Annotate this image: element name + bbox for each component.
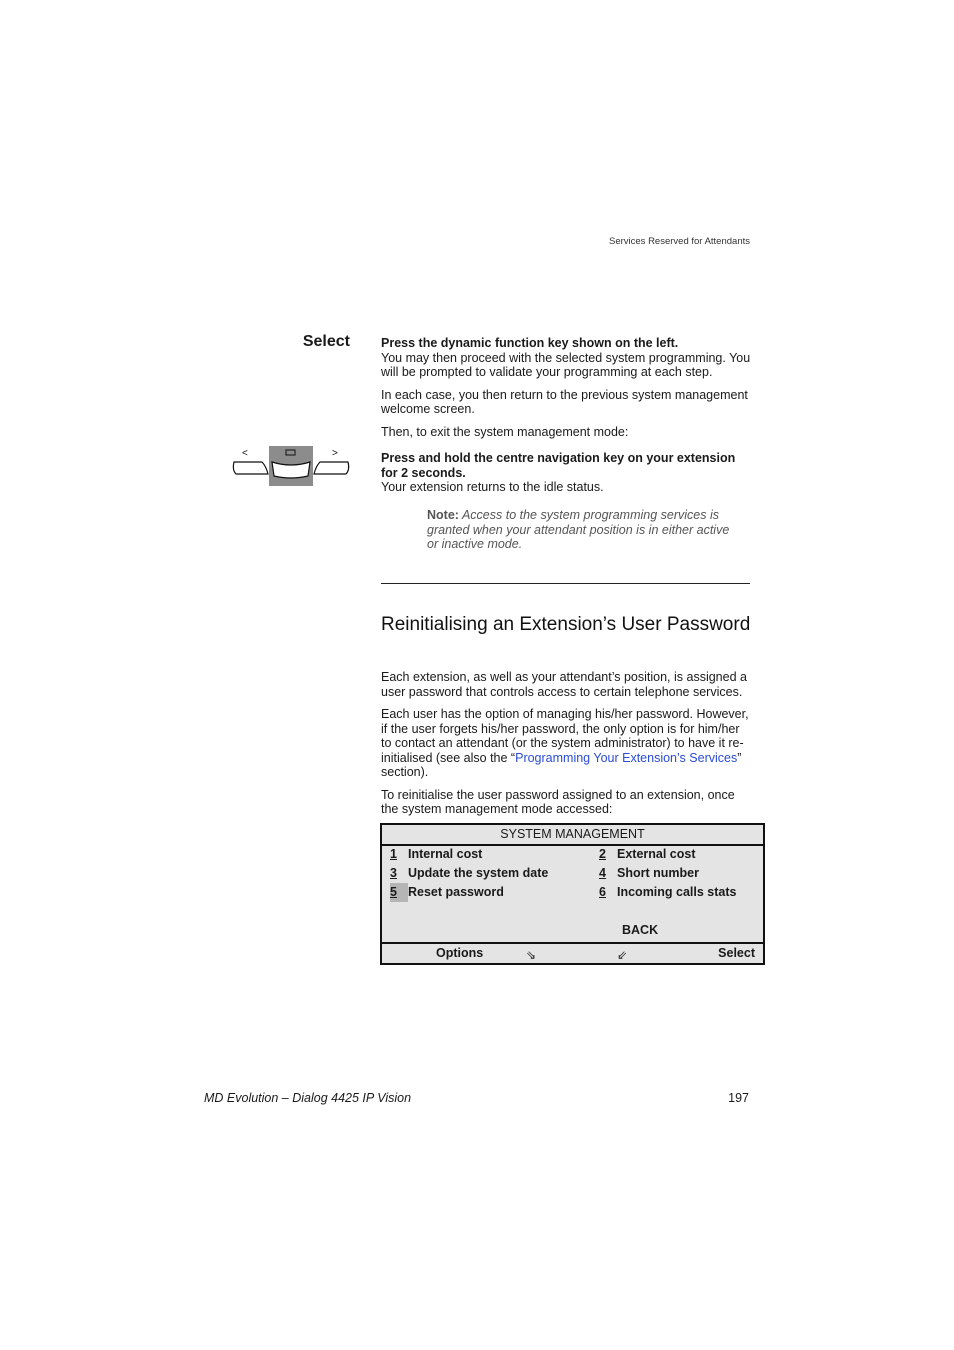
arrow-down-right-icon: ⇘ — [526, 948, 537, 962]
menu-item-external-cost[interactable]: 2 External cost — [599, 847, 696, 861]
exit-paragraph: Then, to exit the system management mode: — [381, 424, 629, 439]
section-divider — [381, 583, 750, 584]
screen-title: SYSTEM MANAGEMENT — [382, 825, 763, 846]
step1-detail: You may then proceed with the selected system programming. You will be prompted to validate your programming at each step. — [381, 350, 751, 379]
section-title: Reinitialising an Extension’s User Password — [381, 614, 751, 635]
select-instructions — [381, 336, 751, 439]
select-label: Select — [302, 333, 350, 350]
step1-instruction: Press the dynamic function key shown on the left. — [381, 336, 679, 350]
navigation-key-icon — [228, 444, 352, 490]
page-number: 197 — [728, 1091, 749, 1105]
menu-item-reset-password[interactable]: 5 Reset password — [390, 883, 504, 902]
section-body — [381, 670, 751, 817]
note-label: Note: — [427, 508, 459, 522]
softkey-bar — [382, 942, 763, 963]
phone-screen — [380, 823, 765, 965]
running-header: Services Reserved for Attendants — [609, 236, 750, 247]
programming-services-link[interactable]: Programming Your Extension’s Services — [515, 750, 738, 765]
navigation-key-illustration — [228, 444, 352, 490]
section-paragraph-3: To reinitialise the user password assigned to an extension, once the system management mode accessed: — [381, 787, 735, 816]
step2-instruction: Press and hold the centre navigation key on your extension for 2 seconds. — [381, 451, 736, 480]
menu-item-update-system-date[interactable]: 3 Update the system date — [390, 866, 549, 880]
note-text: Access to the system programming services is granted when your attendant position is in either active or inactive mode. — [427, 508, 730, 551]
note-block — [427, 508, 737, 552]
options-softkey[interactable]: Options — [436, 946, 484, 960]
return-paragraph: In each case, you then return to the previous system management welcome screen. — [381, 387, 748, 416]
section-paragraph-1: Each extension, as well as your attendant’s position, is assigned a user password that controls access to certain telephone services. — [381, 670, 747, 699]
left-arrow-glyph: < — [242, 448, 248, 459]
menu-item-incoming-calls-stats[interactable]: 6 Incoming calls stats — [599, 885, 737, 899]
step2-detail: Your extension returns to the idle status. — [381, 480, 604, 494]
section-paragraph-2: Each user has the option of managing his/her password. However, if the user forgets his/her password, the only option is for him/her to contact an attendant (or the system administrator) to have it re-initialised (see also the “Programming Your Extension’s Services” section). — [381, 707, 749, 779]
footer-doc-title: MD Evolution – Dialog 4425 IP Vision — [204, 1091, 412, 1105]
back-option[interactable]: BACK — [622, 923, 659, 937]
select-softkey[interactable]: Select — [718, 946, 755, 960]
exit-instructions — [381, 451, 751, 495]
menu-item-internal-cost[interactable]: 1 Internal cost — [390, 847, 483, 861]
right-arrow-glyph: > — [332, 448, 338, 459]
menu-item-short-number[interactable]: 4 Short number — [599, 866, 699, 880]
arrow-down-left-icon: ⇙ — [617, 948, 628, 962]
